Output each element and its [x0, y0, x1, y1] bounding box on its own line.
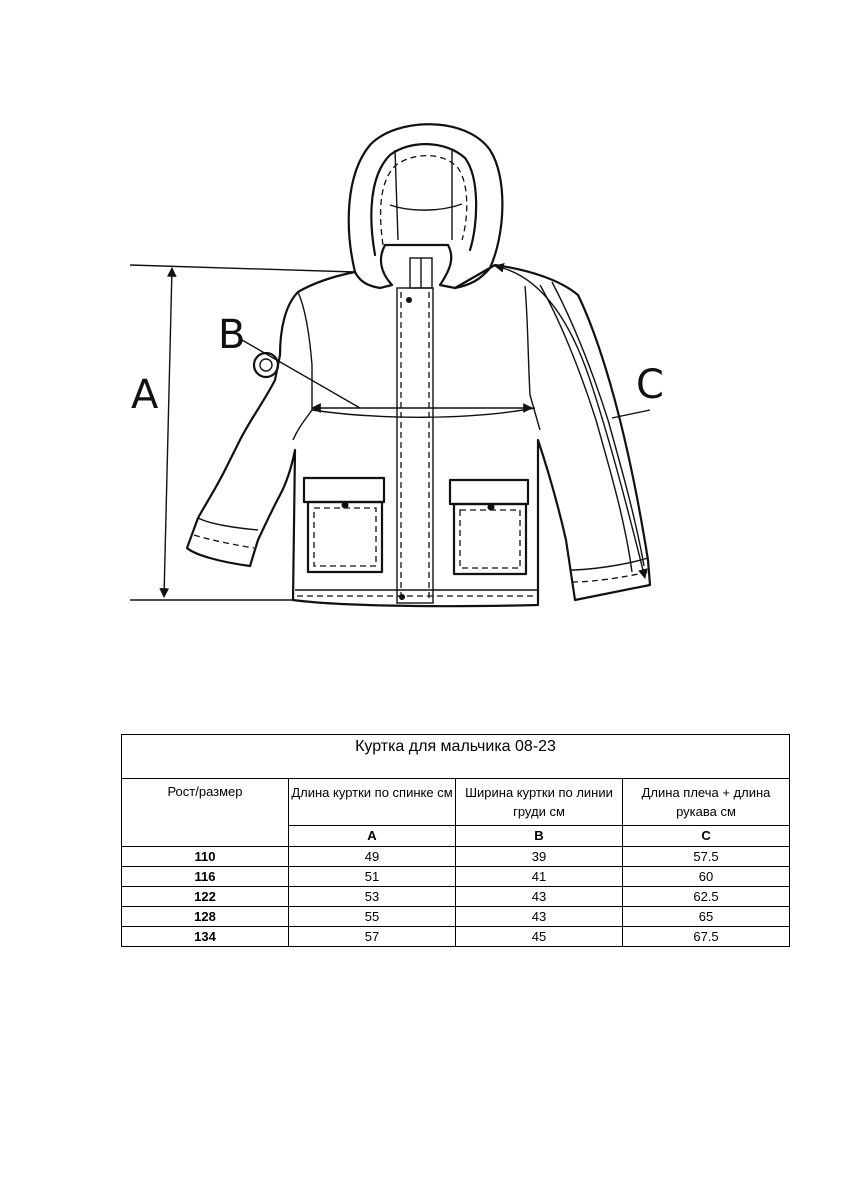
cell-size: 122	[122, 887, 289, 907]
table-row	[122, 847, 790, 867]
header-size: Рост/размер	[122, 779, 289, 847]
cell-b: 43	[456, 907, 623, 927]
label-b: B	[218, 312, 246, 358]
cell-b: 39	[456, 847, 623, 867]
cell-size: 116	[122, 867, 289, 887]
right-pocket	[450, 480, 528, 574]
header-letter-a: A	[289, 826, 456, 847]
header-length: Длина куртки по спинке см	[289, 779, 456, 826]
header-letter-c: C	[623, 826, 790, 847]
cell-b: 43	[456, 887, 623, 907]
table-row	[122, 887, 790, 907]
cell-a: 57	[289, 927, 456, 947]
table-row	[122, 927, 790, 947]
hood	[349, 124, 503, 288]
cell-c: 65	[623, 907, 790, 927]
cell-b: 41	[456, 867, 623, 887]
label-a: A	[131, 372, 159, 418]
left-pocket	[304, 478, 384, 572]
cell-a: 53	[289, 887, 456, 907]
table-title: Куртка для мальчика 08-23	[122, 735, 790, 779]
cell-size: 134	[122, 927, 289, 947]
cell-size: 128	[122, 907, 289, 927]
cell-c: 62.5	[623, 887, 790, 907]
size-table	[121, 734, 790, 947]
cell-a: 55	[289, 907, 456, 927]
measure-b	[218, 312, 532, 408]
table-row	[122, 867, 790, 887]
cell-a: 49	[289, 847, 456, 867]
header-sleeve: Длина плеча + длина рукава см	[623, 779, 790, 826]
header-width: Ширина куртки по линии груди см	[456, 779, 623, 826]
label-c: C	[636, 362, 664, 408]
cell-c: 57.5	[623, 847, 790, 867]
cell-c: 60	[623, 867, 790, 887]
table-row	[122, 907, 790, 927]
header-letter-b: B	[456, 826, 623, 847]
cell-b: 45	[456, 927, 623, 947]
jacket-body	[187, 265, 650, 606]
cell-size: 110	[122, 847, 289, 867]
cell-c: 67.5	[623, 927, 790, 947]
cell-a: 51	[289, 867, 456, 887]
